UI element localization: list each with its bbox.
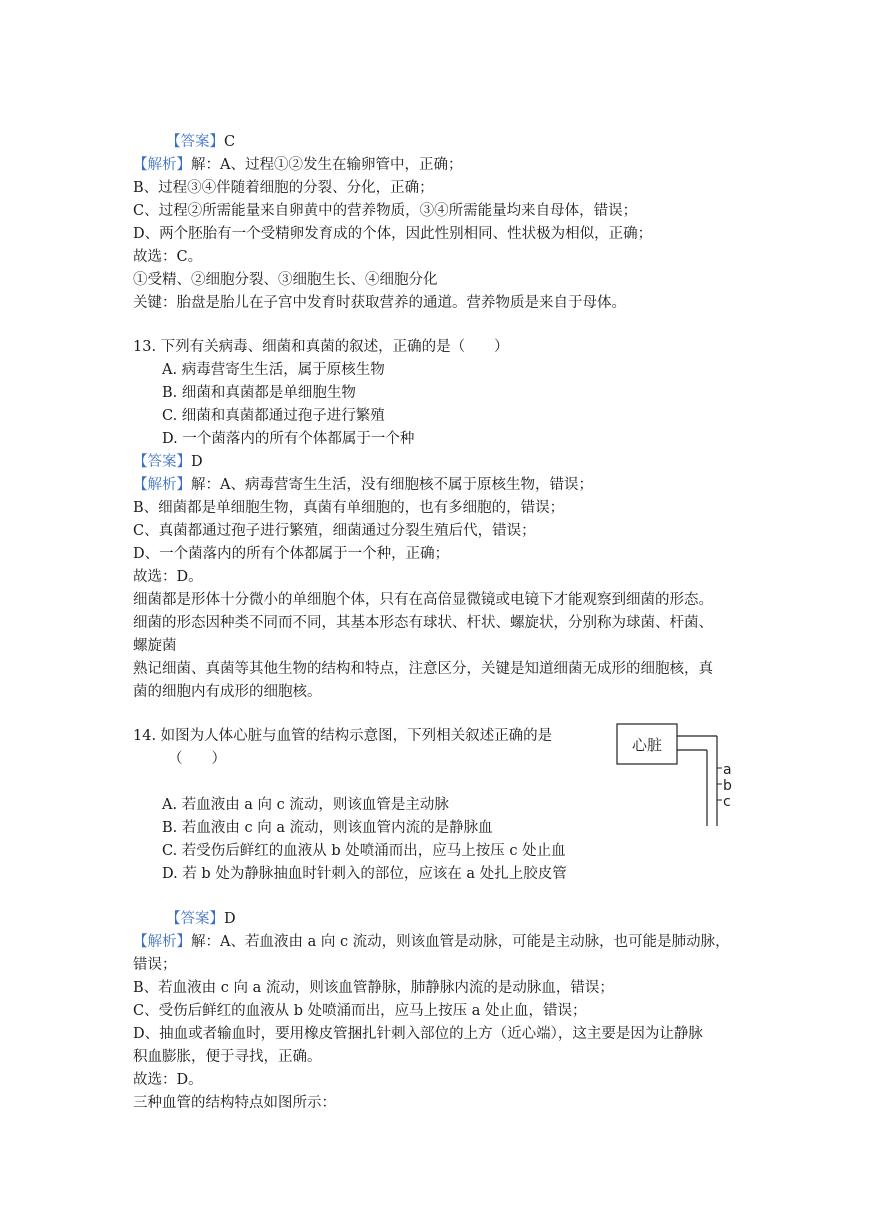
- q13-analysis-line-3: C、真菌都通过孢子进行繁殖，细菌通过分裂生殖后代，错误；: [133, 523, 536, 539]
- q14-stem-paren: （ ）: [168, 751, 226, 767]
- q14-option-d: D. 若 b 处为静脉抽血时针刺入的部位，应该在 a 处扎上胶皮管: [162, 866, 567, 882]
- q14-analysis-line-1: [133, 931, 730, 953]
- q13-analysis-line-1: [133, 474, 593, 496]
- q12-analysis-line-7: 关键：胎盘是胎儿在子宫中发育时获取营养的通道。营养物质是来自于母体。: [133, 295, 626, 311]
- q14-analysis-line-8: 三种血管的结构特点如图所示：: [133, 1095, 336, 1111]
- q13-analysis-line-7: 细菌的形态因种类不同而不同，其基本形态有球状、杆状、螺旋状，分别称为球菌、杆菌、: [133, 615, 713, 631]
- analysis-text: 解：A、若血液由 a 向 c 流动，则该血管是动脉，可能是主动脉，也可能是肺动脉，: [191, 934, 730, 950]
- q14-analysis-line-4: C、受伤后鲜红的血液从 b 处喷涌而出，应马上按压 a 处止血，错误；: [133, 1003, 587, 1019]
- answer-tag: 【答案】: [166, 911, 224, 927]
- q14-analysis-line-3: B、若血液由 c 向 a 流动，则该血管静脉，肺静脉内流的是动脉血，错误；: [133, 980, 614, 996]
- q14-option-b: B. 若血液由 c 向 a 流动，则该血管内流的是静脉血: [162, 820, 493, 836]
- heart-vessel-figure: [616, 722, 746, 828]
- analysis-tag: 【解析】: [133, 477, 191, 493]
- analysis-tag: 【解析】: [133, 157, 191, 173]
- label-c: c: [723, 794, 731, 810]
- label-b: b: [723, 778, 732, 794]
- heart-label: 心脏: [631, 736, 663, 754]
- answer-value: C: [224, 134, 236, 150]
- q13-analysis-line-9: 熟记细菌、真菌等其他生物的结构和特点，注意区分，关键是知道细菌无成形的细胞核，真: [133, 661, 713, 677]
- q12-analysis-line-6: ①受精、②细胞分裂、③细胞生长、④细胞分化: [133, 272, 438, 288]
- q13-option-a: A. 病毒营寄生生活，属于原核生物: [162, 362, 385, 378]
- q13-option-b: B. 细菌和真菌都是单细胞生物: [162, 385, 356, 401]
- q14-answer: [166, 908, 236, 930]
- q13-stem: 13. 下列有关病毒、细菌和真菌的叙述，正确的是（ ）: [133, 339, 509, 355]
- q13-answer: [133, 451, 203, 473]
- q13-option-d: D. 一个菌落内的所有个体都属于一个种: [162, 431, 415, 447]
- q12-analysis-line-2: B、过程③④伴随着细胞的分裂、分化，正确；: [133, 180, 434, 196]
- q13-analysis-line-2: B、细菌都是单细胞生物，真菌有单细胞的，也有多细胞的，错误；: [133, 500, 565, 516]
- q14-stem: 14. 如图为人体心脏与血管的结构示意图，下列相关叙述正确的是: [133, 728, 553, 744]
- answer-tag: 【答案】: [133, 454, 191, 470]
- answer-value: D: [191, 454, 203, 470]
- label-a: a: [723, 762, 732, 778]
- q14-analysis-line-7: 故选：D。: [133, 1072, 203, 1088]
- answer-tag: 【答案】: [166, 134, 224, 150]
- q14-analysis-line-5: D、抽血或者输血时，要用橡皮管捆扎针刺入部位的上方（近心端），这主要是因为让静脉: [133, 1026, 703, 1042]
- q14-analysis-line-6: 积血膨胀，便于寻找，正确。: [133, 1049, 322, 1065]
- q13-analysis-line-4: D、一个菌落内的所有个体都属于一个种，正确；: [133, 546, 450, 562]
- q13-analysis-line-10: 菌的细胞内有成形的细胞核。: [133, 684, 322, 700]
- q13-analysis-line-6: 细菌都是形体十分微小的单细胞个体，只有在高倍显微镜或电镜下才能观察到细菌的形态。: [133, 592, 713, 608]
- q12-analysis-line-3: C、过程②所需能量来自卵黄中的营养物质，③④所需能量均来自母体，错误；: [133, 203, 638, 219]
- heart-vessel-diagram: [616, 722, 746, 828]
- q12-analysis-line-4: D、两个胚胎有一个受精卵发育成的个体，因此性别相同、性状极为相似，正确；: [133, 226, 653, 242]
- analysis-tag: 【解析】: [133, 934, 191, 950]
- q13-option-c: C. 细菌和真菌都通过孢子进行繁殖: [162, 408, 385, 424]
- q12-analysis-line-5: 故选：C。: [133, 249, 203, 265]
- analysis-text: 解：A、过程①②发生在输卵管中，正确；: [191, 157, 463, 173]
- q14-option-a: A. 若血液由 a 向 c 流动，则该血管是主动脉: [162, 797, 449, 813]
- analysis-text: 解：A、病毒营寄生生活，没有细胞核不属于原核生物，错误；: [191, 477, 593, 493]
- q13-analysis-line-5: 故选：D。: [133, 569, 203, 585]
- q14-option-c: C. 若受伤后鲜红的血液从 b 处喷涌而出，应马上按压 c 处止血: [162, 843, 566, 859]
- q12-analysis-line-1: [133, 154, 462, 176]
- q13-analysis-line-8: 螺旋菌: [133, 638, 177, 654]
- answer-value: D: [224, 911, 236, 927]
- q12-answer: [166, 131, 235, 153]
- q14-analysis-line-2: 错误；: [133, 957, 177, 973]
